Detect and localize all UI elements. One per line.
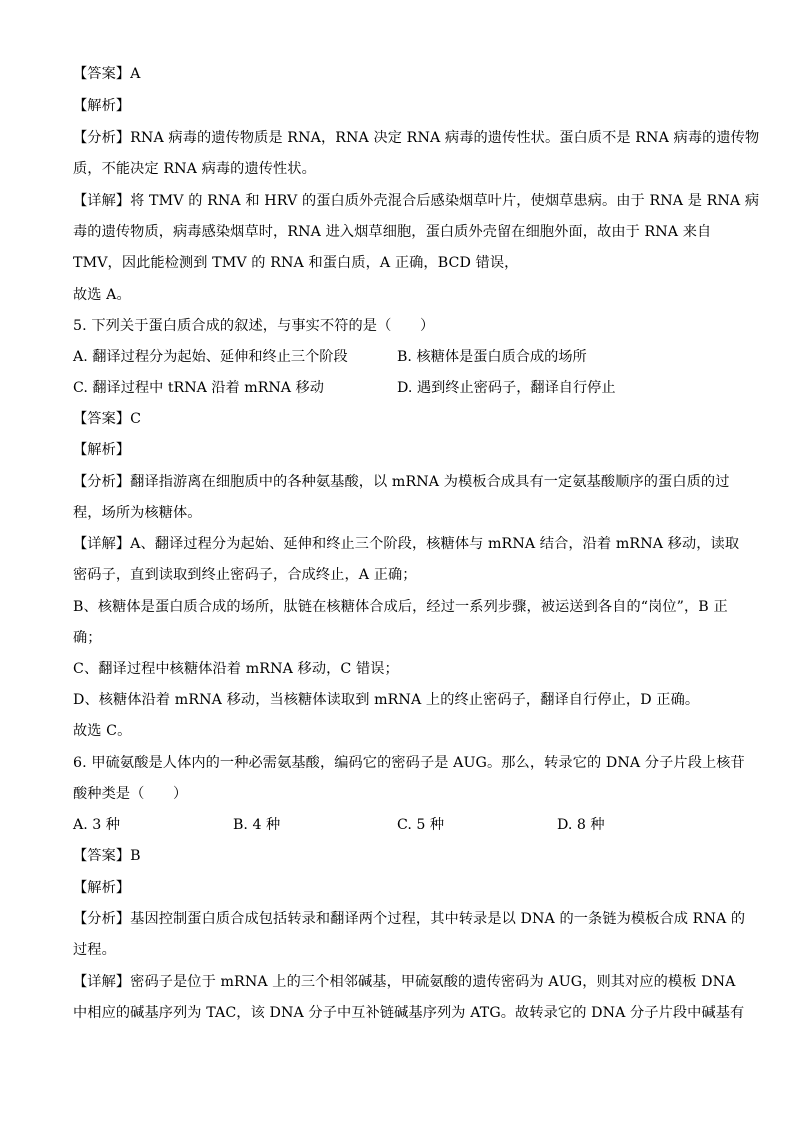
text-line: 【分析】RNA 病毒的遗传物质是 RNA，RNA 决定 RNA 病毒的遗传性状。蛋白质不是 RNA 病毒的遗传物 <box>73 130 760 146</box>
text-line: 故选 A。 <box>73 287 131 303</box>
text-line: 【分析】翻译指游离在细胞质中的各种氨基酸，以 mRNA 为模板合成具有一定氨基酸顺序的蛋白质的过 <box>73 474 730 490</box>
text-line: TMV，因此能检测到 TMV 的 RNA 和蛋白质，A 正确，BCD 错误， <box>73 255 519 271</box>
question-6-stem-cont: 酸种类是（ ） <box>73 786 188 802</box>
answer-line-q5: 【答案】C <box>73 411 142 427</box>
q6-option-c: C. 5 种 <box>397 817 445 833</box>
text-line: 中相应的碱基序列为 TAC，该 DNA 分子中互补链碱基序列为 ATG。故转录它的 DNA 分子片段中碱基有 <box>73 1005 745 1021</box>
analysis-heading-q5: 【解析】 <box>73 442 131 458</box>
text-line: 【详解】密码子是位于 mRNA 上的三个相邻碱基，甲硫氨酸的遗传密码为 AUG，则其对应的模板 DNA <box>73 974 736 990</box>
question-6-stem: 6. 甲硫氨酸是人体内的一种必需氨基酸，编码它的密码子是 AUG。那么，转录它的 DNA 分子片段上核苷 <box>73 755 745 771</box>
q6-option-d: D. 8 种 <box>557 817 605 833</box>
text-line: 密码子，直到读取到终止密码子，合成终止，A 正确； <box>73 567 417 583</box>
q6-option-a: A. 3 种 <box>73 817 120 833</box>
text-line: 确； <box>73 630 102 646</box>
answer-line-q6: 【答案】B <box>73 848 141 864</box>
q6-option-b: B. 4 种 <box>233 817 281 833</box>
text-line: 故选 C。 <box>73 723 132 739</box>
text-line: B、核糖体是蛋白质合成的场所，肽链在核糖体合成后，经过一系列步骤，被运送到各自的“岗位”，B 正 <box>73 599 728 615</box>
text-line: D、核糖体沿着 mRNA 移动，当核糖体读取到 mRNA 上的终止密码子，翻译自行停止，D 正确。 <box>73 692 700 708</box>
text-line: 程，场所为核糖体。 <box>73 505 202 521</box>
text-line: 【详解】将 TMV 的 RNA 和 HRV 的蛋白质外壳混合后感染烟草叶片，使烟草患病。由于 RNA 是 RNA 病 <box>73 193 760 209</box>
text-line: 毒的遗传物质，病毒感染烟草时，RNA 进入烟草细胞，蛋白质外壳留在细胞外面，故由于 RNA 来自 <box>73 224 712 240</box>
answer-line-q4: 【答案】A <box>73 66 141 82</box>
text-line: C、翻译过程中核糖体沿着 mRNA 移动，C 错误； <box>73 661 399 677</box>
text-line: 过程。 <box>73 942 116 958</box>
question-5-stem: 5. 下列关于蛋白质合成的叙述，与事实不符的是（ ） <box>73 318 435 334</box>
text-line: 【分析】基因控制蛋白质合成包括转录和翻译两个过程，其中转录是以 DNA 的一条链为模板合成 RNA 的 <box>73 911 746 927</box>
analysis-heading-q6: 【解析】 <box>73 880 131 896</box>
analysis-heading-q4: 【解析】 <box>73 98 131 114</box>
q5-option-d: D. 遇到终止密码子，翻译自行停止 <box>397 380 616 396</box>
text-line: 质，不能决定 RNA 病毒的遗传性状。 <box>73 161 316 177</box>
q5-option-b: B. 核糖体是蛋白质合成的场所 <box>397 349 587 365</box>
text-line: 【详解】A、翻译过程分为起始、延伸和终止三个阶段，核糖体与 mRNA 结合，沿着 mRNA 移动，读取 <box>73 536 740 552</box>
q5-option-c: C. 翻译过程中 tRNA 沿着 mRNA 移动 <box>73 380 324 396</box>
q5-option-a: A. 翻译过程分为起始、延伸和终止三个阶段 <box>73 349 348 365</box>
